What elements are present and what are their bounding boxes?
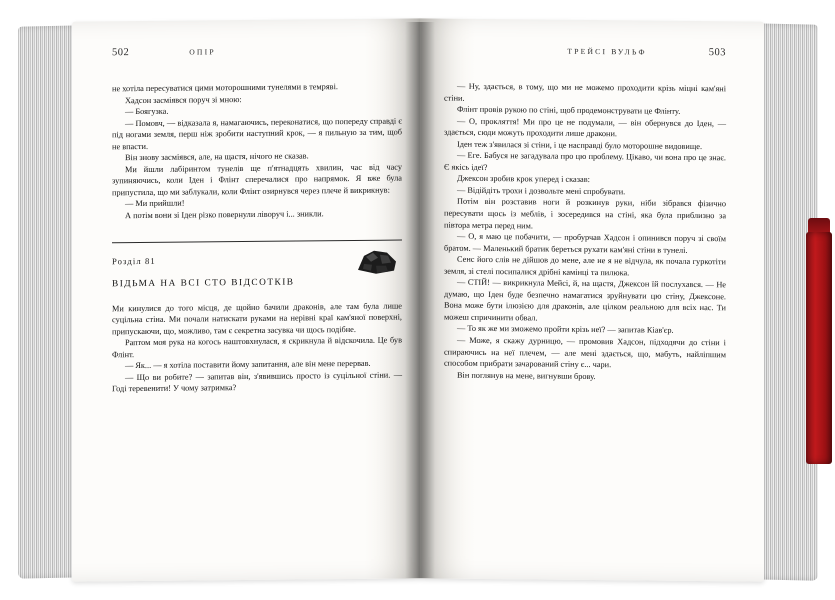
paragraph: не хотіла пересуватися цими моторошними тунелями в темряві. [112,82,338,94]
paragraph: Раптом моя рука на когось наштовхнулася, я скрикнула й відскочила. Це був Флінт. [112,335,402,360]
rock-ornament-icon [354,245,400,275]
paragraph: А потім вони зі Іден різко повернули ліворуч і... зникли. [125,209,324,221]
left-page [72,18,420,581]
paragraph: — Боягузка. [125,106,169,117]
paragraph: Джексон зробив крок уперед і сказав: [457,174,590,185]
paragraph: Він поглянув на мене, вигнувши брову. [457,370,596,381]
paragraph: — О, прокляття! Ми про це не подумали, — він обернувся до Іден, — здається, сюди можуть проходити лише дракони. [444,116,726,139]
paragraph: — Ми прийшли! [125,199,185,209]
paragraph: — О, я маю це побачити, — пробурчав Хадсон і опинився поруч зі своїм братом. — Маленький братик береться рухати кам'яні стіни в тунелі. [444,231,726,255]
paragraph: Ми йшли лабіринтом тунелів ще п'ятнадцять хвилин, час від часу зупиняючись, коли Іден і Флінт сперечалися про напрямок. Я вже була припустила, що ми заблукали, коли Флінт озирнувся через плече й викрикнув: [112,162,402,198]
paragraph: — Як... — я хотіла поставити йому запитання, але він мене перервав. [125,359,371,371]
chapter-title: ВІДЬМА НА ВСІ СТО ВІДСОТКІВ [112,277,295,289]
paragraph: Він знову засміявся, але, на щастя, нічого не сказав. [125,151,309,163]
running-head-right [444,45,726,62]
paragraph: — Може, я скажу дурницю, — промовив Хадсон, підходячи до стіни і спираючись на неї плечем, — але мені здається, що, мабуть, найліпшим способом прибрати зачарований стіну є... чари. [444,335,726,370]
paragraph: Флінт провів рукою по стіні, щоб продемонструвати це Флінту. [457,104,681,116]
right-page [420,18,764,581]
paragraph: Сенс його слів не дійшов до мене, але не я не відчула, як почала гуркотіти земля, зі стелі посипалися дрібні камінці та пилюка. [444,254,726,278]
page-number-right: 503 [708,47,726,59]
paragraph: — То як же ми зможемо пройти крізь неї? — запитав Кіав'єр. [457,324,674,336]
author-running-head: ТРЕЙСІ ВУЛЬФ [567,46,647,57]
paragraph: — Еге. Бабуся не загадувала про цю проблему. Цікаво, чи вона про це знає. Є якісь ідеї? [444,150,726,172]
book-cover-red [806,232,832,464]
paragraph: — СТІЙ! — викрикнула Мейсі, й, на щастя, Джексон їй послухався. — Не думаю, що Іден буде безпечно намагатися зруйнувати цю стіну, Джексоне. Вона може бути ілюзією для драконів, але цілком реальною для всіх нас. Ти можеш спричинити обвал. [444,278,726,323]
running-head-left [112,45,402,62]
paragraph: Ми кинулися до того місця, де щойно бачили драконів, але там була лише суцільна стіна. Ми почали натискати руками на нерівні краї кам'яної поверхні, припускаючи, що, можливо, там є секретна засувка чи щось подібне. [112,301,402,336]
paragraph: Іден теж з'явилася зі стіни, і це насправді було моторошне видовище. [457,139,703,151]
paragraph: — Ну, здається, в тому, що ми не можемо проходити крізь міцні кам'яні стіни. [444,81,726,103]
book-title-running-head: ОПІР [189,47,216,57]
paragraph: Хадсон засміявся поруч зі мною: [125,94,242,105]
right-page-body [444,81,726,384]
page-edges-left [18,25,80,578]
paragraph: — Відійдіть трохи і дозвольте мені спробувати. [457,185,626,197]
paragraph: — Що ви робите? — запитав він, з'явившись просто із суцільної стіни. — Годі теревенити! У чому затримка? [112,370,402,394]
paragraph: Потім він розставив ноги й розкинув руки, ніби зібрався фізично пересувати щось із меблів, і зосередився на стіні, яка була приблизно за півтора метра перед ним. [444,197,726,230]
chapter-heading [112,239,402,289]
page-number-left: 502 [112,47,130,59]
left-page-body [112,81,402,222]
left-page-chapter-body [112,300,402,395]
paragraph: — Помовч, — відказала я, намагаючись, переконатися, що попереду справді є під ногами земля, перш ніж зробити наступний крок, — я пильную за тим, щоб не впасти. [112,116,402,152]
chapter-number: Розділ 81 [112,255,156,266]
chapter-divider-rule [112,239,402,243]
